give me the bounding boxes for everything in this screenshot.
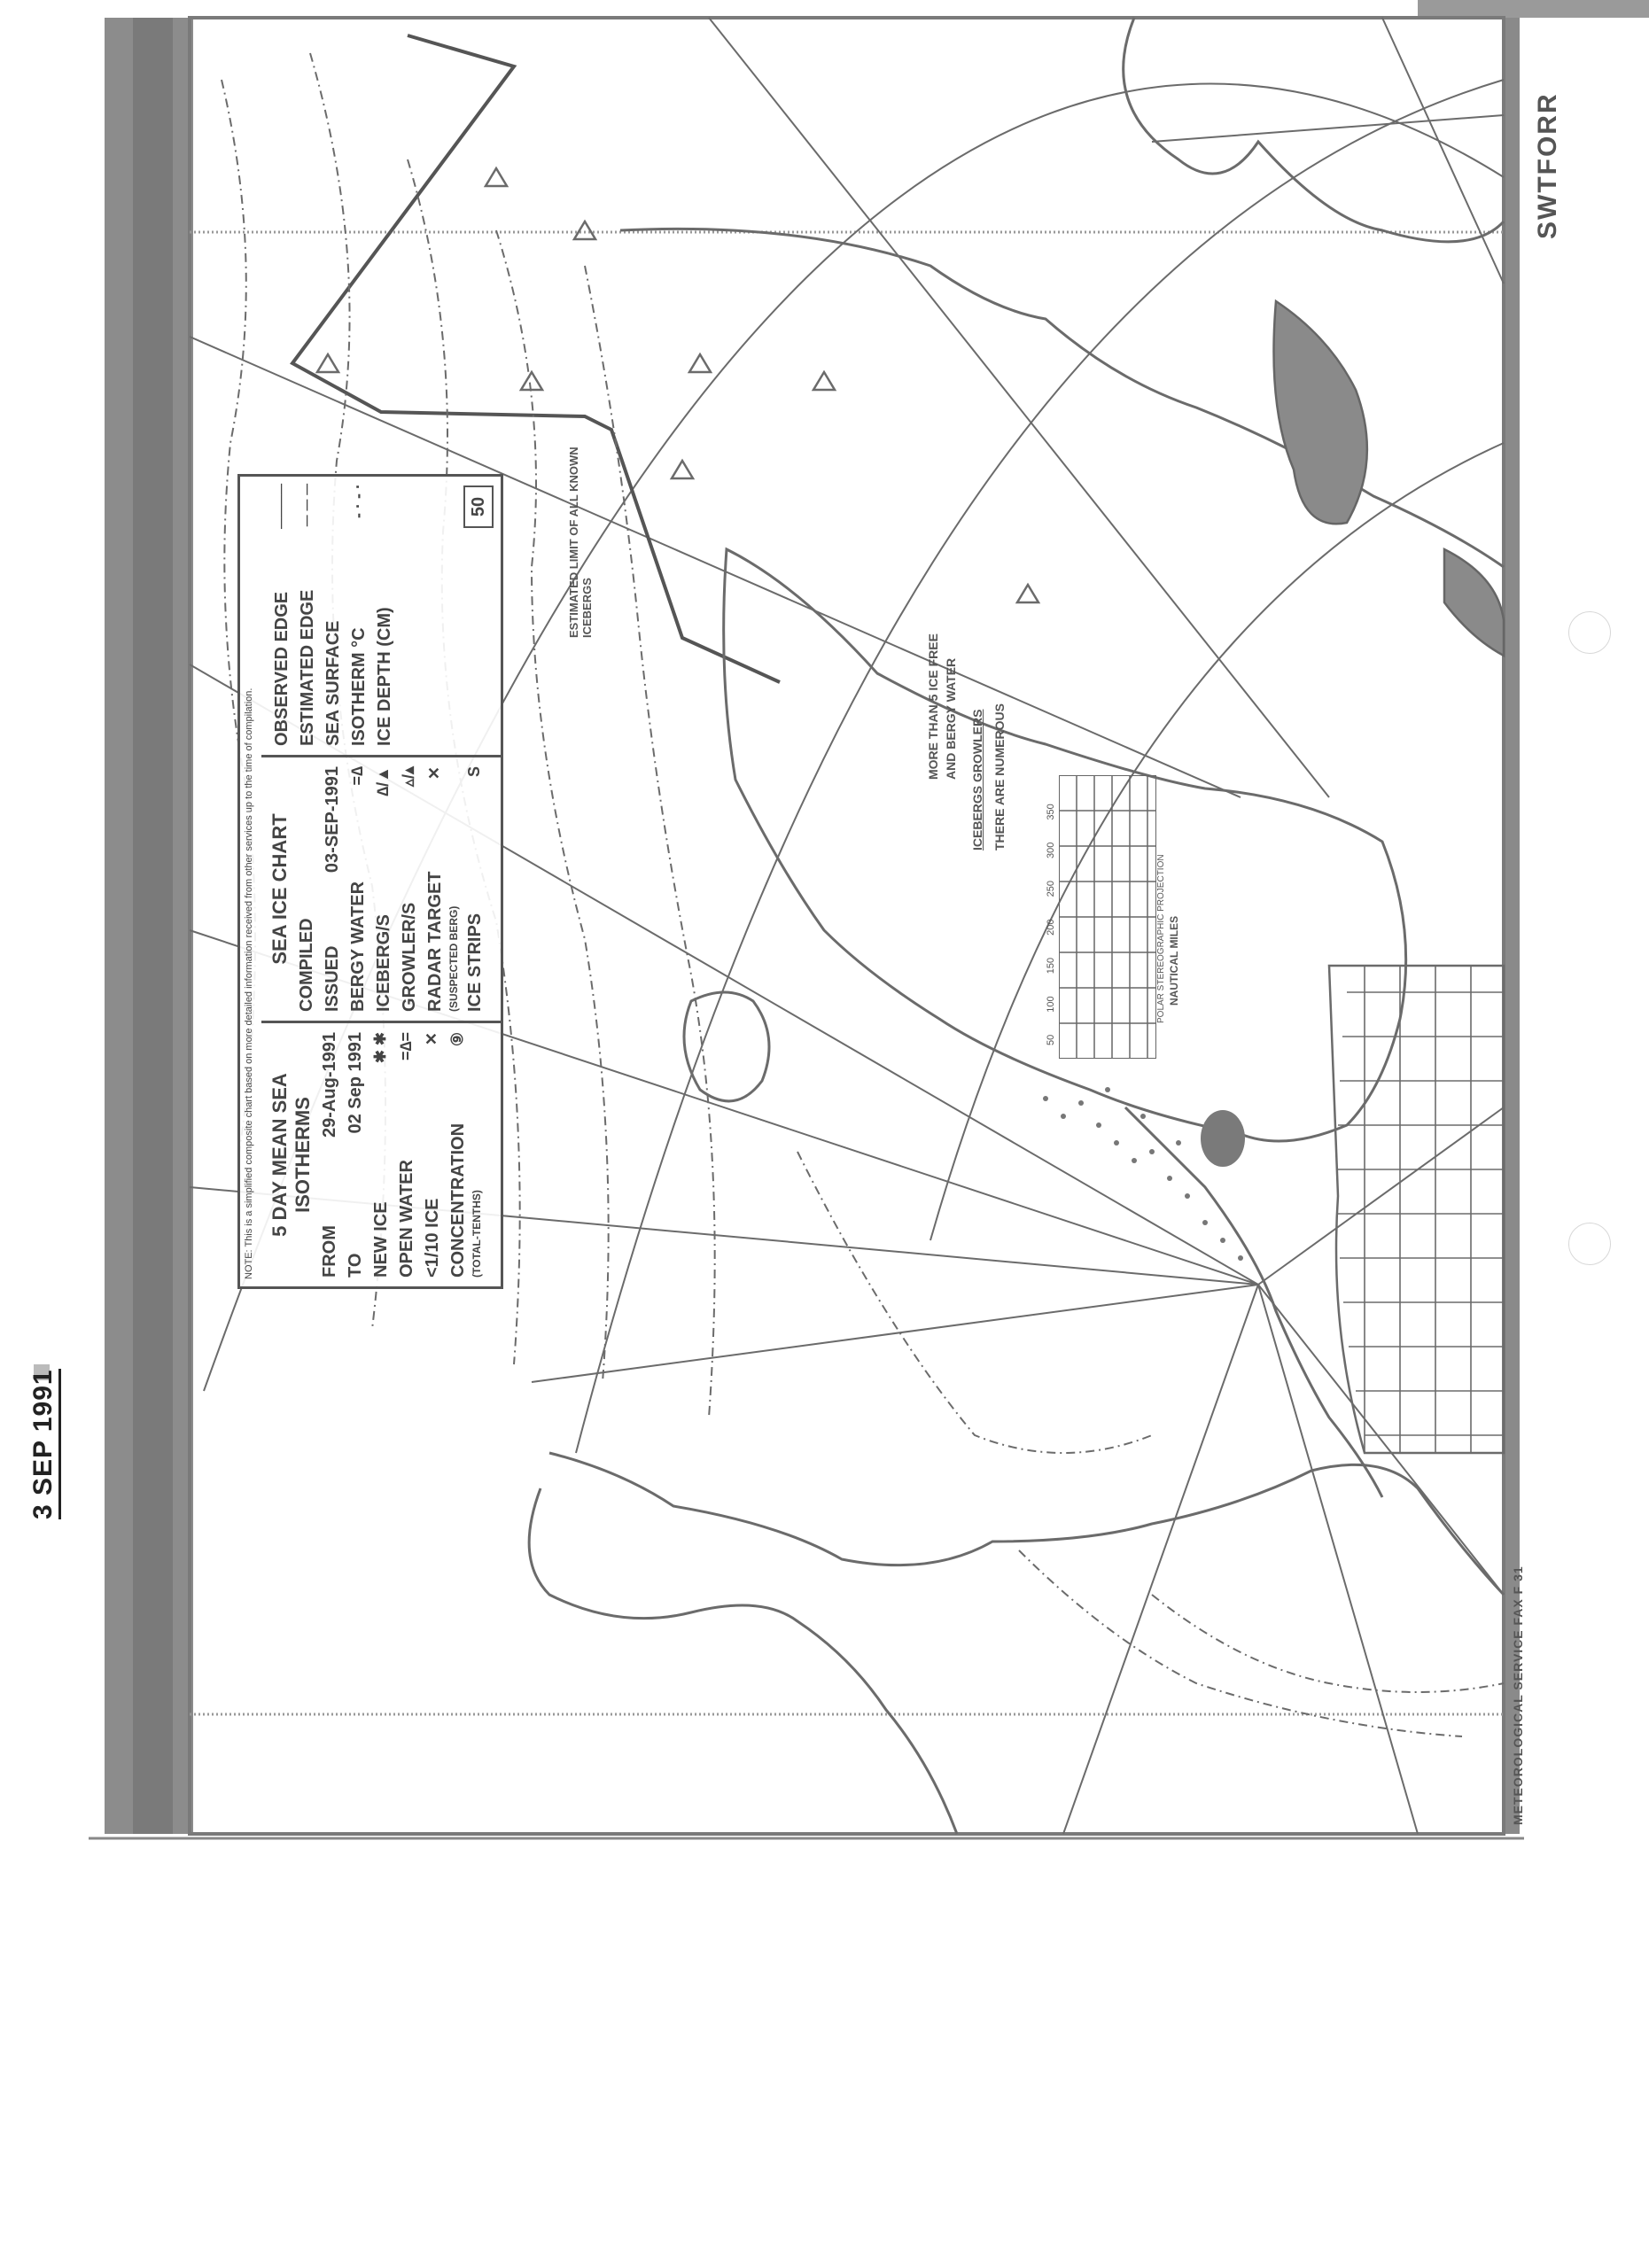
ice-depth-box: 50 [463, 485, 494, 528]
dark-ice-patch [1201, 1110, 1245, 1167]
meridian-line [1382, 18, 1504, 284]
meridian-line [1258, 1285, 1504, 1595]
compiled-label: COMPILED [297, 918, 316, 1012]
dashed-line-icon: ─ ─ ─ [298, 484, 315, 527]
legend-column-edges [261, 475, 501, 755]
legend-item-less-than-tenth-ice [423, 1032, 443, 1278]
legend-label: BERGY WATER [348, 881, 368, 1012]
legend-label: SEA SURFACE [323, 620, 343, 746]
isotherm-line [797, 1152, 1152, 1453]
legend-label: NEW ICE [371, 1201, 391, 1278]
meridian-line [1152, 115, 1504, 142]
legend-panel [237, 484, 503, 1838]
legend-item-estimated-edge [298, 484, 318, 746]
issued-row [323, 766, 343, 1012]
issued-label: ISSUED [323, 945, 342, 1012]
legend-label: ESTIMATED EDGE [298, 589, 317, 746]
to-row [346, 1032, 366, 1278]
iceberg-icon [1017, 585, 1038, 602]
bay-annotation-line-4: MORE THAN 5 ICE FREE [926, 633, 940, 780]
iceberg-icon: ∆/▲ [374, 766, 392, 796]
isotherm-line [1019, 1550, 1462, 1736]
legend-item-radar-target [425, 766, 446, 1012]
legend-sublabel: (SUSPECTED BERG) [447, 905, 460, 1012]
scale-tick: 200 [1046, 919, 1056, 936]
compiled-row [297, 766, 317, 1012]
concentration-icon: ⑨ [448, 1032, 466, 1047]
isotherm-title: 5 DAY MEAN SEA ISOTHERMS [268, 1073, 314, 1237]
bergy-water-icon: =∆ [348, 766, 366, 786]
legend-label: ISOTHERM °C [349, 627, 369, 746]
legend-box [237, 474, 503, 1289]
scale-tick: 250 [1046, 881, 1056, 897]
coastline-lake [684, 992, 769, 1101]
scale-tick: 150 [1046, 957, 1056, 975]
legend-label: ICE DEPTH (CM) [375, 607, 394, 746]
legend-item-bergy-water [348, 766, 369, 1012]
isotherm-line [496, 230, 609, 1382]
legend-label: ICEBERG/S [374, 913, 393, 1012]
scale-grid [1059, 775, 1156, 1059]
cross-icon: ✕ [423, 1032, 440, 1046]
solid-line-icon: ──── [272, 484, 290, 530]
legend-item-sea-surface [323, 484, 344, 746]
iceberg-icon [689, 354, 711, 372]
dark-ice-patch [1274, 301, 1367, 524]
chart-header-label: SWTFORR [1533, 92, 1562, 239]
scale-subtitle: POLAR STEREOGRAPHIC PROJECTION [1156, 854, 1166, 1023]
nautical-miles-scale [1059, 775, 1156, 1059]
scale-tick: 50 [1046, 1034, 1056, 1045]
legend-item-new-ice [371, 1032, 392, 1278]
legend-item-isotherm [349, 484, 369, 746]
ice-strips-icon: S [465, 766, 483, 778]
to-label: TO [346, 1253, 365, 1278]
from-date: 29-Aug-1991 [320, 1032, 339, 1138]
meridian-line [1063, 1285, 1258, 1834]
iceberg-limit-annotation: ESTIMATED LIMIT OF ALL KNOWN ICEBERGS [567, 447, 594, 638]
coastline-upper [620, 229, 1504, 567]
meridian-line [1258, 1285, 1418, 1834]
legend-label: CONCENTRATION [448, 1122, 468, 1278]
iceberg-icon [317, 354, 338, 372]
scale-title: NAUTICAL MILES [1168, 915, 1180, 1006]
scale-tick-labels [1046, 804, 1056, 1045]
radar-target-icon: ✕ [425, 766, 443, 781]
legend-label: <1/10 ICE [423, 1198, 442, 1278]
from-label: FROM [320, 1225, 339, 1278]
isotherm-line [585, 266, 715, 1418]
legend-sublabel: (TOTAL-TENTHS) [471, 1190, 483, 1278]
coastline-southern-island [529, 1488, 957, 1834]
scale-tick: 350 [1046, 804, 1056, 820]
legend-label: RADAR TARGET [425, 871, 445, 1012]
scale-tick: 100 [1046, 996, 1056, 1013]
new-ice-icon: ✱ ✱ [371, 1032, 389, 1064]
dark-ice-patch [1444, 549, 1504, 656]
issued-date: 03-SEP-1991 [323, 766, 342, 874]
iceberg-icon [813, 372, 835, 390]
growler-icon: ▵/▴ [400, 766, 417, 788]
coastline-lower-continent [549, 1453, 1504, 1595]
legend-item-open-water [397, 1032, 417, 1278]
legend-item-observed-edge [272, 484, 292, 746]
legend-label: OPEN WATER [397, 1160, 416, 1278]
punch-hole [1568, 611, 1611, 654]
legend-item-icebergs [374, 766, 394, 1012]
legend-label: GROWLER/S [400, 902, 419, 1012]
bay-annotation-line-1: THERE ARE NUMEROUS [992, 703, 1007, 850]
legend-column-bergs [261, 755, 501, 1021]
chart-title: SEA ICE CHART [268, 813, 291, 965]
service-label: METEOROLOGICAL SERVICE FAX F 31 [1511, 1565, 1525, 1825]
to-date: 02 Sep 1991 [346, 1032, 365, 1134]
dash-dot-line-icon: - · - · [349, 484, 367, 518]
punch-hole [1568, 1223, 1611, 1265]
bay-annotation-line-2: ICEBERGS GROWLERS [970, 709, 984, 850]
meridian-line [532, 1285, 1258, 1382]
ice-pack-hatched-area [1329, 966, 1504, 1453]
legend-label: OBSERVED EDGE [272, 591, 292, 746]
iceberg-icon [486, 168, 507, 186]
bay-annotation-line-3: AND BERGY WATER [944, 657, 958, 780]
open-water-icon: =∆= [397, 1032, 415, 1061]
legend-item-growlers [400, 766, 420, 1012]
iceberg-icon [521, 372, 542, 390]
date-stamp: 3 SEP 1991 [28, 1369, 61, 1519]
from-row [320, 1032, 340, 1278]
legend-item-ice-depth [375, 484, 395, 746]
iceberg-icon [672, 461, 693, 478]
iceberg-icon [574, 221, 595, 239]
legend-note: NOTE: This is a simplified composite chart based on more detailed information received from other services up to the time of compilation. [244, 687, 254, 1279]
scale-tick: 300 [1046, 842, 1056, 858]
legend-item-ice-strips [465, 766, 486, 1012]
isotherm-line [1152, 1595, 1504, 1692]
legend-label: ICE STRIPS [465, 913, 485, 1012]
legend-column-isotherms [261, 1021, 501, 1286]
legend-item-concentration [448, 1032, 469, 1278]
